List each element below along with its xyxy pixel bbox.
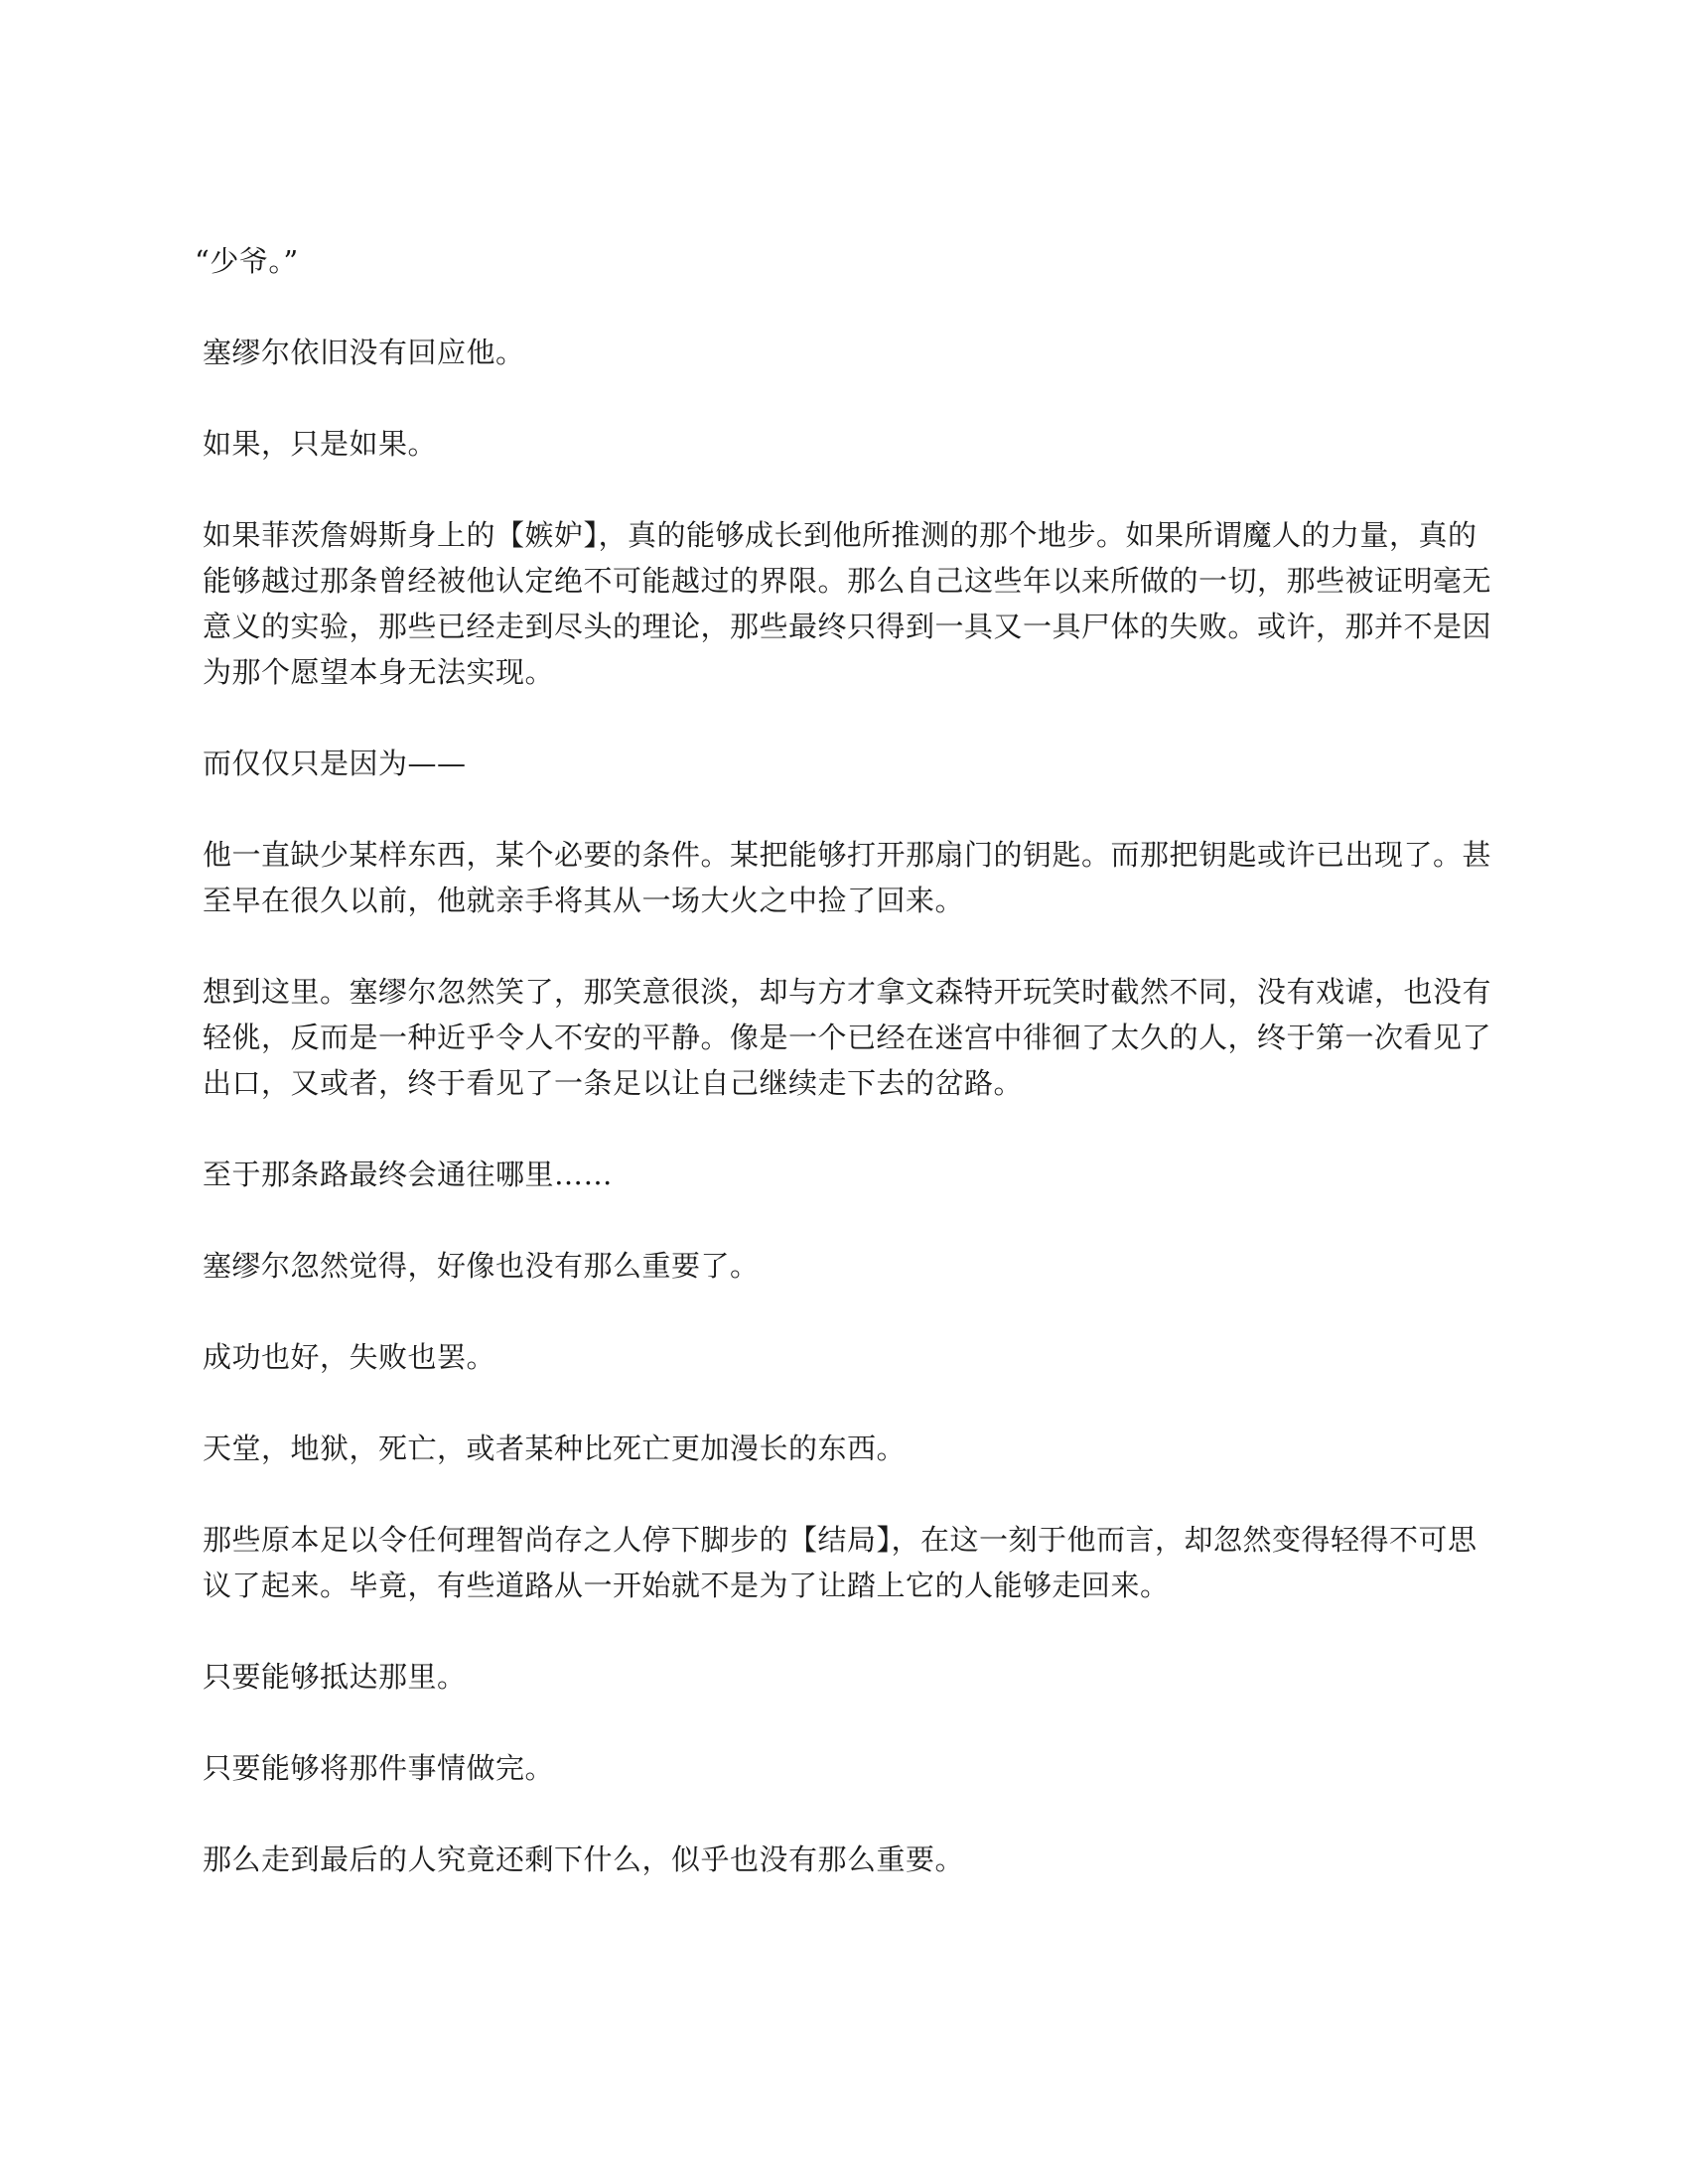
paragraph: 成功也好，失败也罢。 xyxy=(203,1340,496,1374)
paragraph: 如果，只是如果。 xyxy=(203,427,438,461)
body-text xyxy=(195,238,1493,1928)
paragraph: 至于那条路最终会通往哪里…… xyxy=(203,1158,614,1191)
paragraph: 塞缪尔依旧没有回应他。 xyxy=(203,336,525,369)
paragraph: 那些原本足以令任何理智尚存之人停下脚步的【结局】，在这一刻于他而言，却忽然变得轻得不可思议了起来。毕竟，有些道路从一开始就不是为了让踏上它的人能够走回来。 xyxy=(203,1523,1477,1602)
paragraph: 想到这里。塞缪尔忽然笑了，那笑意很淡，却与方才拿文森特开玩笑时截然不同，没有戏谑，也没有轻佻，反而是一种近乎令人不安的平静。像是一个已经在迷宫中徘徊了太久的人，终于第一次看见了出口，又或者，终于看见了一条足以让自己继续走下去的岔路。 xyxy=(203,975,1492,1100)
paragraph: 他一直缺少某样东西，某个必要的条件。某把能够打开那扇门的钥匙。而那把钥匙或许已出现了。甚至早在很久以前，他就亲手将其从一场大火之中捡了回来。 xyxy=(203,838,1492,917)
paragraph: 只要能够抵达那里。 xyxy=(203,1660,467,1694)
paragraph: “少爷。” xyxy=(195,244,299,278)
paragraph: 只要能够将那件事情做完。 xyxy=(203,1751,555,1785)
paragraph: 塞缪尔忽然觉得，好像也没有那么重要了。 xyxy=(203,1249,760,1283)
paragraph: 如果菲茨詹姆斯身上的【嫉妒】，真的能够成长到他所推测的那个地步。如果所谓魔人的力量，真的能够越过那条曾经被他认定绝不可能越过的界限。那么自己这些年以来所做的一切，那些被证明毫无意义的实验，那些已经走到尽头的理论，那些最终只得到一具又一具尸体的失败。或许，那并不是因为那个愿望本身无法实现。 xyxy=(203,518,1492,689)
paragraph: 天堂，地狱，死亡，或者某种比死亡更加漫长的东西。 xyxy=(203,1432,907,1465)
paragraph: 而仅仅只是因为—— xyxy=(203,747,467,780)
paragraph: 那么走到最后的人究竟还剩下什么，似乎也没有那么重要。 xyxy=(203,1843,965,1876)
